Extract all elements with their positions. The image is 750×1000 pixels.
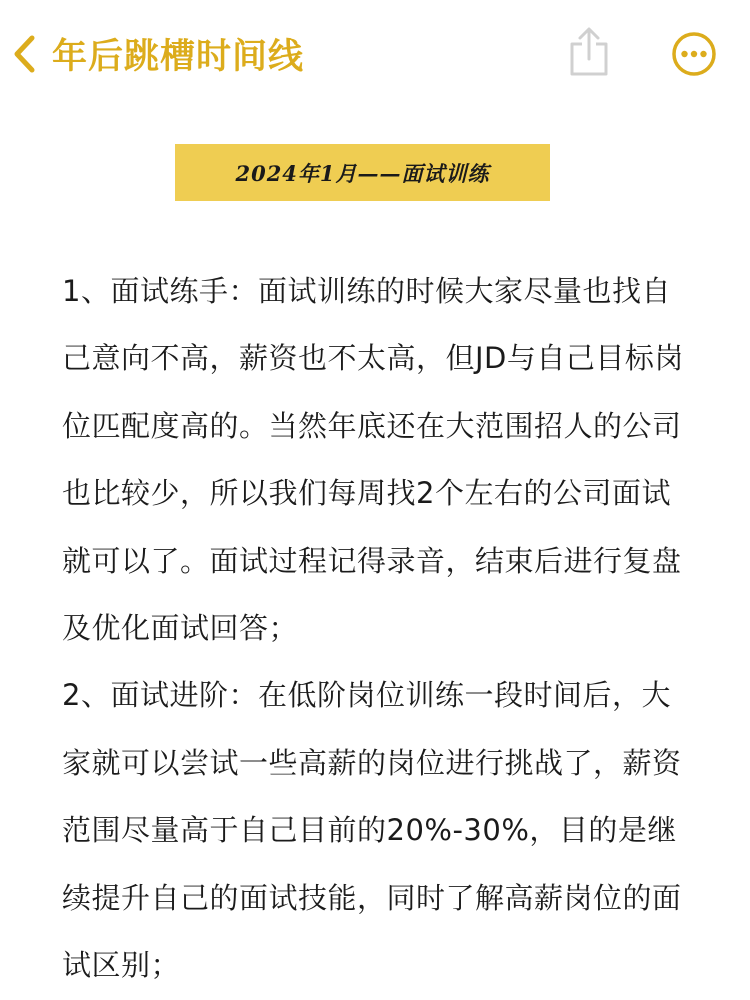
share-icon	[566, 26, 612, 78]
paragraph-2: 2、面试进阶：在低阶岗位训练一段时间后，大家就可以尝试一些高薪的岗位进行挑战了，薪资范围尽量高于自己目前的20%-30%，目的是继续提升自己的面试技能，同时了解高薪岗位的面试区别；	[62, 678, 682, 983]
share-button[interactable]	[566, 26, 612, 78]
nav-bar	[0, 0, 750, 108]
nav-title: 年后跳槽时间线	[52, 37, 305, 77]
section-heading-text: 2024年1月——面试训练	[235, 160, 490, 186]
back-button[interactable]	[10, 28, 304, 80]
more-button[interactable]	[671, 31, 717, 77]
paragraph-1: 1、面试练手：面试训练的时候大家尽量也找自己意向不高，薪资也不太高，但JD与自己目标岗位匹配度高的。当然年底还在大范围招人的公司也比较少，所以我们每周找2个左右的公司面试就可以了。面试过程记得录音，结束后进行复盘及优化面试回答；	[62, 274, 684, 646]
more-icon	[671, 31, 717, 77]
section-heading	[175, 144, 550, 201]
chevron-left-icon	[10, 34, 40, 74]
note-body	[62, 258, 690, 999]
